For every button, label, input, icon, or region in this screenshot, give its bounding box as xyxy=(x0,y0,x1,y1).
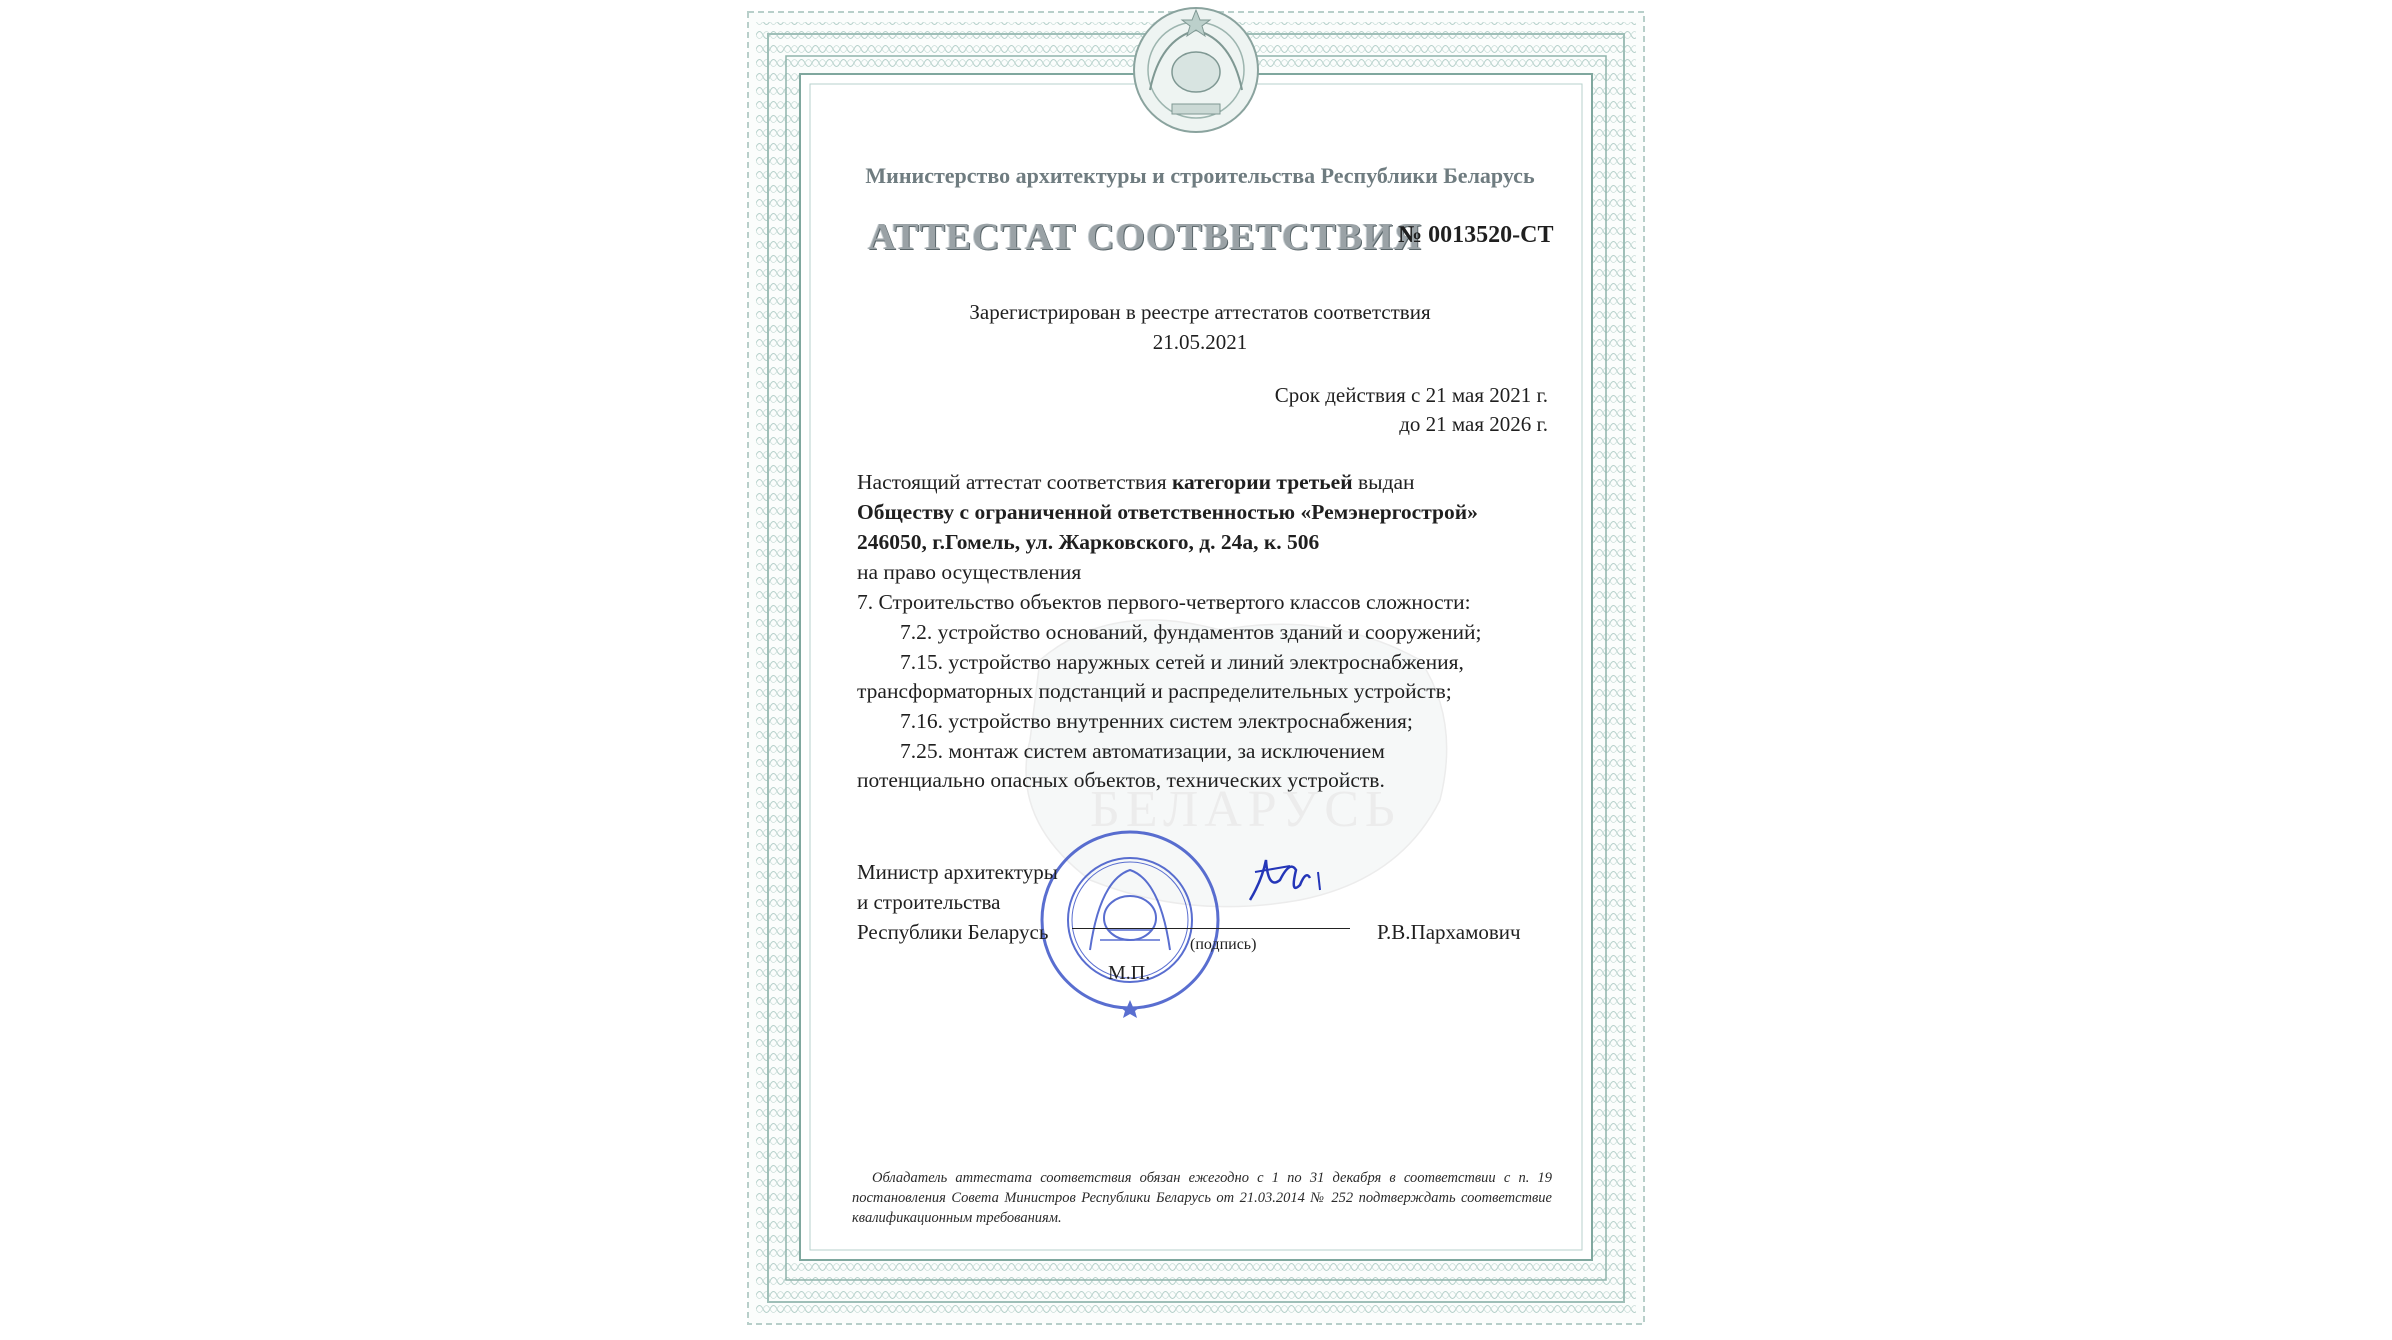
item-7-15-cont: трансформаторных подстанций и распределительных устройств; xyxy=(857,679,1452,703)
seal-mark: М.П. xyxy=(1108,962,1151,984)
item-7: 7. Строительство объектов первого-четвертого классов сложности: xyxy=(857,590,1471,614)
item-7-2: 7.2. устройство оснований, фундаментов зданий и сооружений; xyxy=(900,620,1482,644)
footnote: Обладатель аттестата соответствия обязан ежегодно с 1 по 31 декабря в соответствии с п. 19 постановления Совета Министров Республики Беларусь от 21.03.2014 № 252 подтверждать соответствие квалификационным требованиям. xyxy=(852,1170,1552,1226)
company-address: 246050, г.Гомель, ул. Жарковского, д. 24а, к. 506 xyxy=(857,530,1320,554)
item-7-25: 7.25. монтаж систем автоматизации, за исключением xyxy=(900,739,1385,763)
signer-position-2: и строительства xyxy=(857,890,1001,914)
item-7-25-cont: потенциально опасных объектов, технических устройств. xyxy=(857,768,1385,792)
signer-position-3: Республики Беларусь xyxy=(857,920,1049,944)
validity-from: Срок действия с 21 мая 2021 г. xyxy=(1274,383,1548,407)
signature-line xyxy=(1072,928,1350,929)
certificate-title: АТТЕСТАТ СООТВЕТСТВИЯ xyxy=(868,216,1423,258)
registration-date: 21.05.2021 xyxy=(1152,330,1248,354)
company-name: Обществу с ограниченной ответственностью «Ремэнергострой» xyxy=(857,500,1478,524)
signer-position-1: Министр архитектуры xyxy=(857,860,1058,884)
category: категории третьей xyxy=(1171,470,1353,494)
registration-text: Зарегистрирован в реестре аттестатов соответствия xyxy=(969,300,1431,324)
signature-caption: (подпись) xyxy=(1190,936,1257,953)
belarus-watermark: БЕЛАРУСЬ xyxy=(1090,781,1401,838)
signer-name: Р.В.Пархамович xyxy=(1377,920,1521,944)
ministry-name: Министерство архитектуры и строительства Республики Беларусь xyxy=(865,163,1535,188)
item-7-15: 7.15. устройство наружных сетей и линий электроснабжения, xyxy=(900,650,1464,674)
validity-to: до 21 мая 2026 г. xyxy=(1399,412,1548,436)
issued-line xyxy=(857,470,1415,495)
certificate-number: № 0013520-СТ xyxy=(1398,222,1554,248)
coat-of-arms-emblem xyxy=(1134,8,1258,132)
item-7-16: 7.16. устройство внутренних систем электроснабжения; xyxy=(900,709,1413,733)
issued-suffix: выдан xyxy=(1352,470,1415,494)
right-to-text: на право осуществления xyxy=(857,560,1082,584)
issued-prefix: Настоящий аттестат соответствия xyxy=(857,470,1172,494)
